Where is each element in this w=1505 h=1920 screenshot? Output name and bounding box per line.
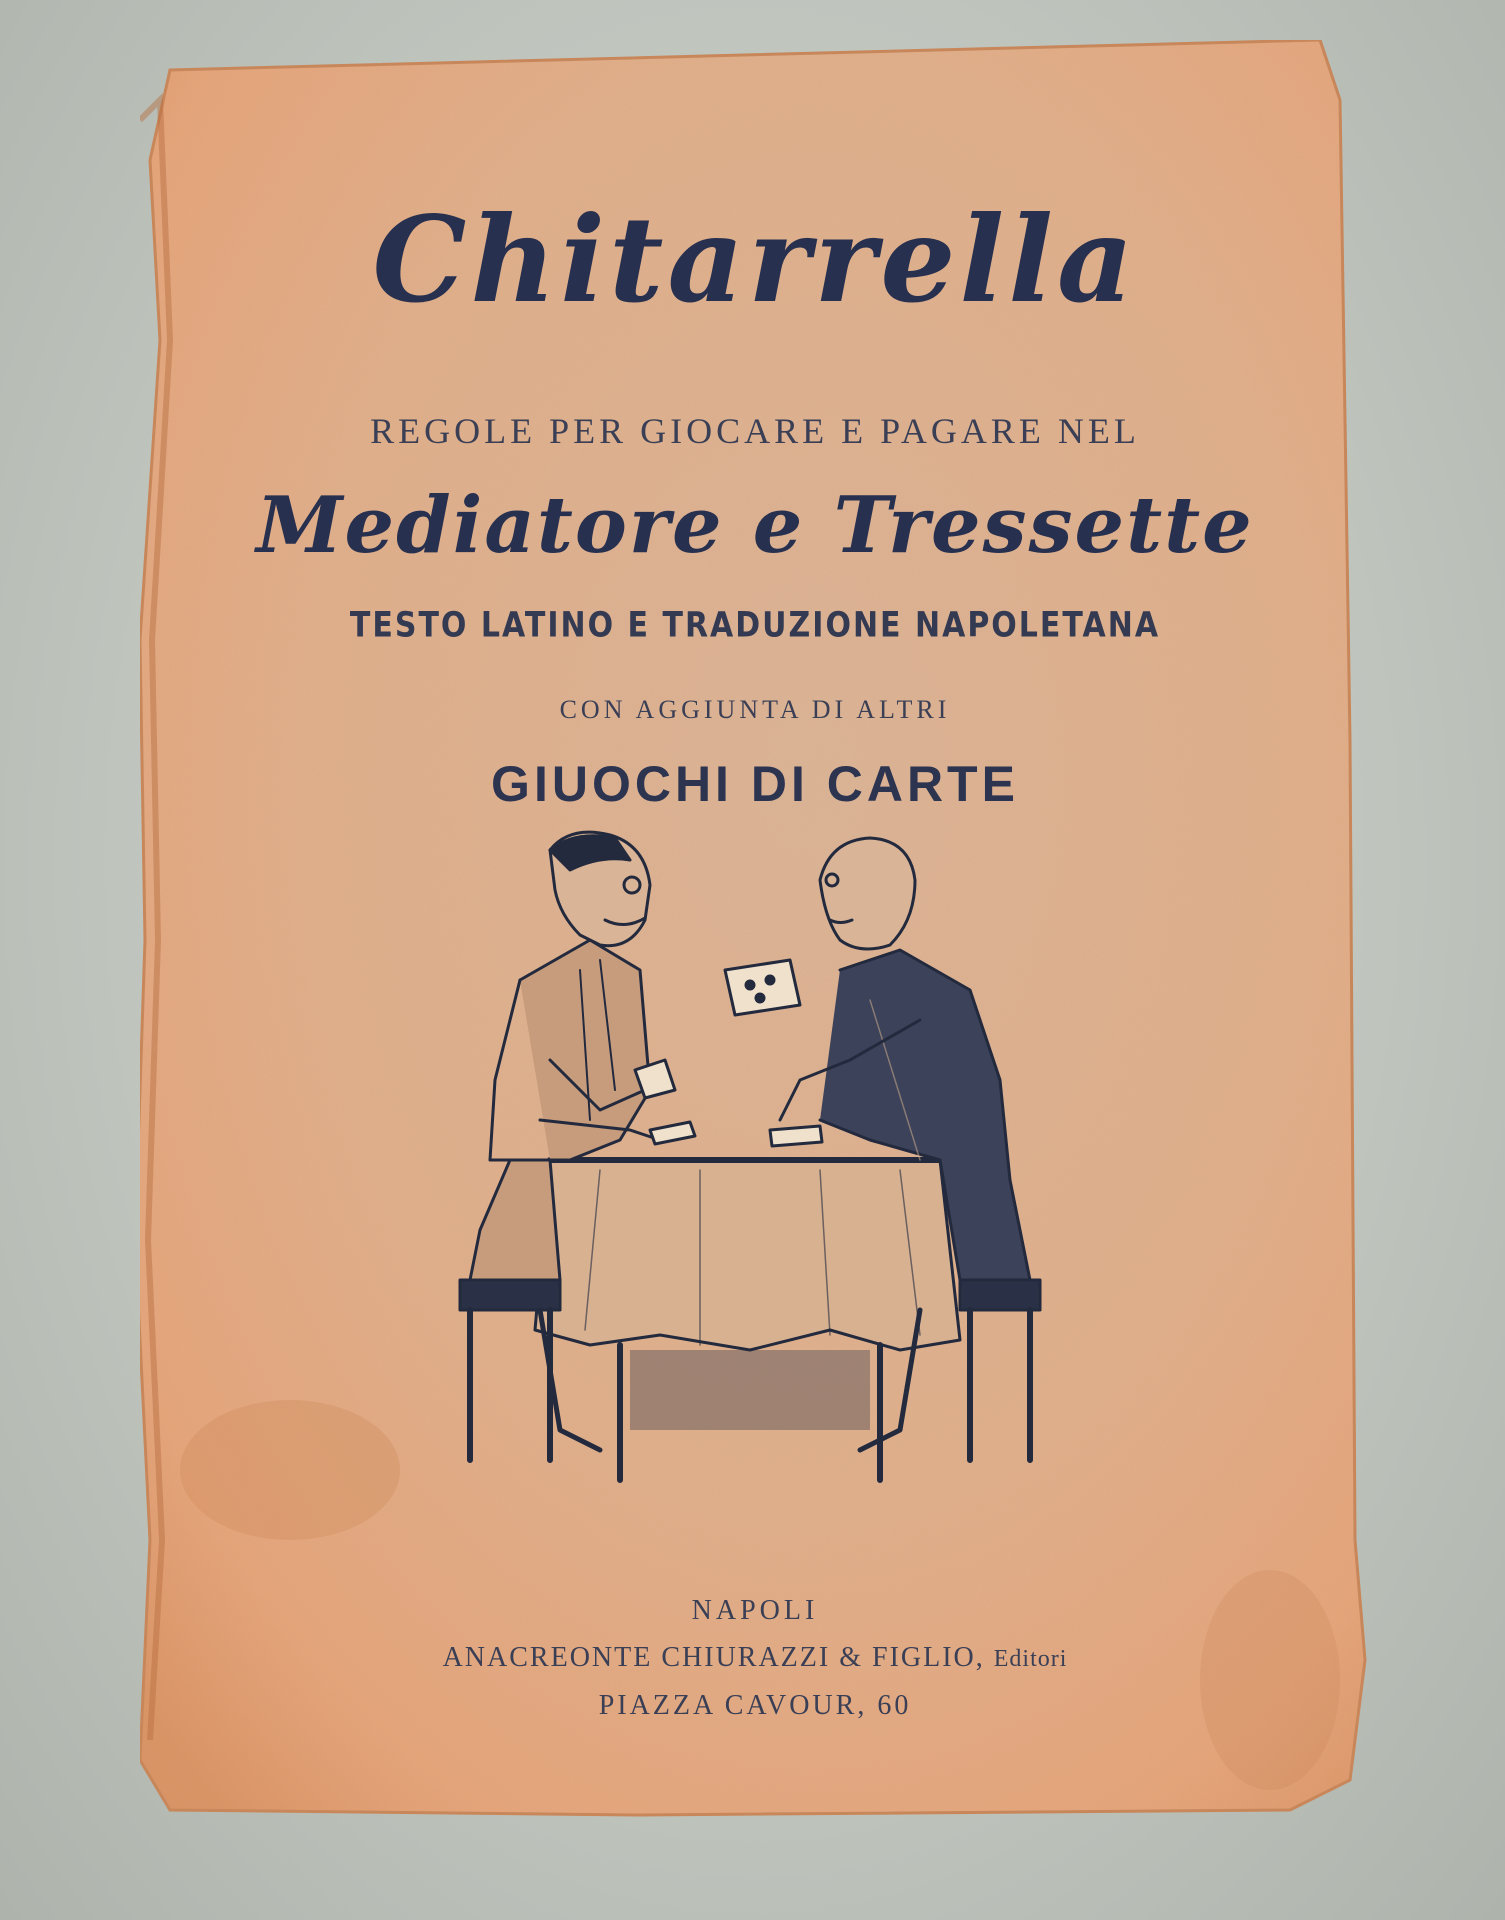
cover-subtitle-addition: CON AGGIUNTA DI ALTRI — [559, 695, 951, 724]
publisher-suffix: Editori — [993, 1646, 1068, 1672]
publisher-address: PIAZZA CAVOUR, 60 — [598, 1690, 912, 1721]
cover-title: Chitarrella — [372, 190, 1138, 329]
cover-subtitle-card-games: GIUOCHI DI CARTE — [491, 756, 1019, 812]
publisher-name — [140, 1642, 1370, 1674]
cover-subtitle-rules: REGOLE PER GIOCARE E PAGARE NEL — [370, 411, 1140, 451]
publisher-city: NAPOLI — [691, 1595, 819, 1626]
cover-subtitle-games: Mediatore e Tressette — [256, 480, 1254, 571]
booklet-cover — [140, 40, 1370, 1820]
cover-subtitle-text: TESTO LATINO E TRADUZIONE NAPOLETANA — [349, 605, 1161, 646]
publisher-name-text: ANACREONTE CHIURAZZI & FIGLIO, — [442, 1642, 985, 1673]
card-players-illustration — [400, 830, 1120, 1510]
